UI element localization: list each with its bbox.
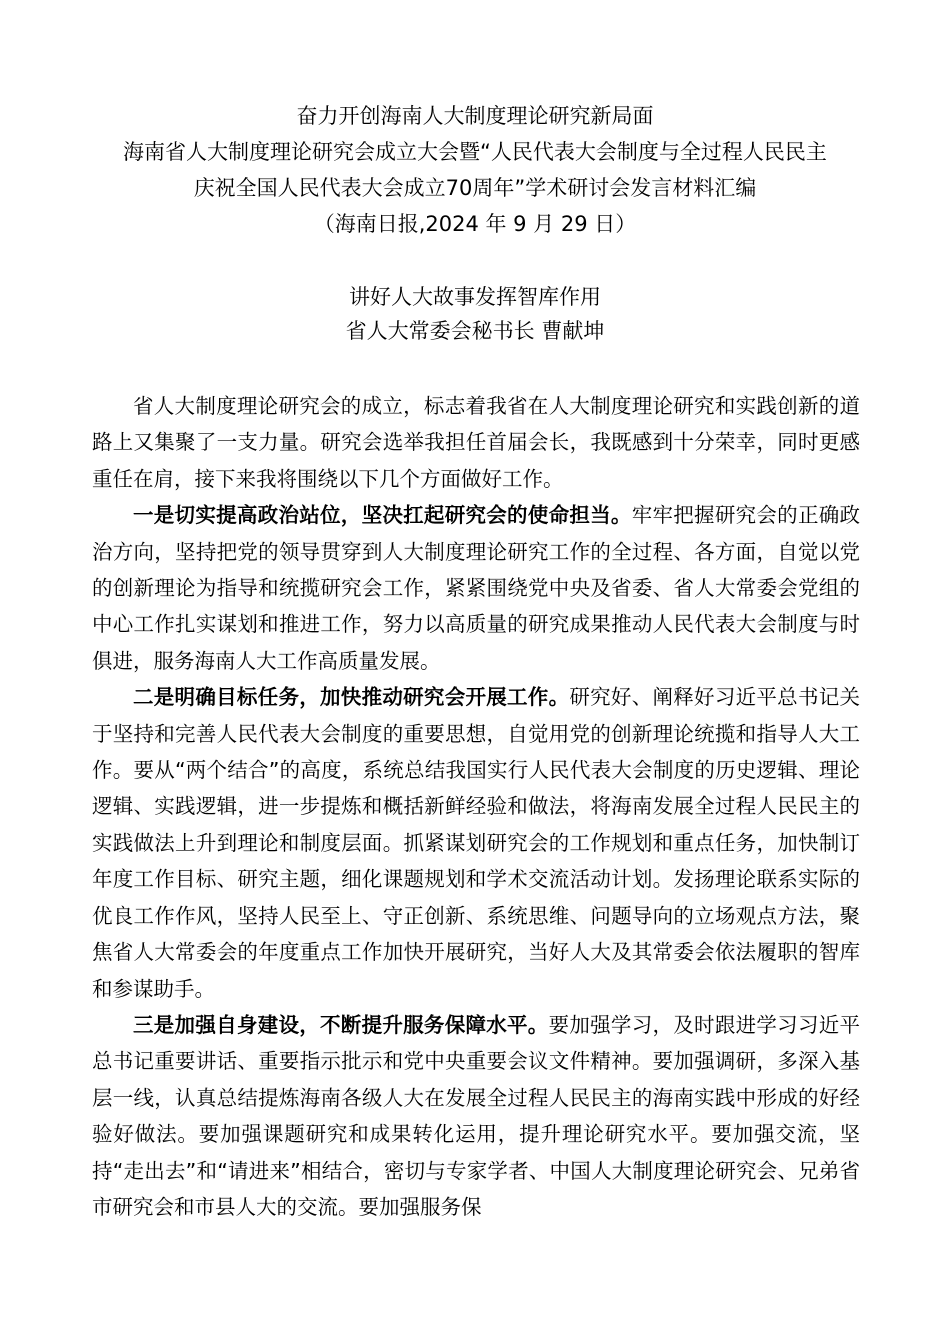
- document-title: 奋力开创海南人大制度理论研究新局面: [296, 104, 654, 128]
- paragraph-4-lead: 三是加强自身建设，不断提升服务保障水平。: [133, 1012, 549, 1037]
- article-title: 讲好人大故事发挥智库作用: [349, 285, 601, 309]
- article-heading: [60, 280, 890, 348]
- paragraph-3-lead: 二是明确目标任务，加快推动研究会开展工作。: [133, 685, 570, 710]
- document-source: （海南日报,2024 年 9 月 29 日）: [313, 212, 637, 236]
- paragraph-1-text: 省人大制度理论研究会的成立，标志着我省在人大制度理论研究和实践创新的道路上又集聚了一支力量。研究会选举我担任首届会长，我既感到十分荣幸，同时更感重任在肩，接下来我将围绕以下几个方面做好工作。: [92, 394, 860, 491]
- paragraph-4-text: 要加强学习，及时跟进学习习近平总书记重要讲话、重要指示批示和党中央重要会议文件精神。要加强调研，多深入基层一线，认真总结提炼海南各级人大在发展全过程人民民主的海南实践中形成的好经验好做法。要加强课题研究和成果转化运用，提升理论研究水平。要加强交流，坚持“走出去”和“请进来”相结合，密切与专家学者、中国人大制度理论研究会、兄弟省市研究会和市县人大的交流。要加强服务保: [92, 1012, 861, 1219]
- paragraph-3-text: 研究好、阐释好习近平总书记关于坚持和完善人民代表大会制度的重要思想，自觉用党的创新理论统揽和指导人大工作。要从“两个结合”的高度，系统总结我国实行人民代表大会制度的历史逻辑、理论逻辑、实践逻辑，进一步提炼和概括新鲜经验和做法，将海南发展全过程人民民主的实践做法上升到理论和制度层面。抓紧谋划研究会的工作规划和重点任务，加快制订年度工作目标、研究主题，细化课题规划和学术交流活动计划。发扬理论联系实际的优良工作作风，坚持人民至上、守正创新、系统思维、问题导向的立场观点方法，聚焦省人大常委会的年度重点工作加快开展研究，当好人大及其常委会依法履职的智库和参谋助手。: [92, 685, 861, 1001]
- paragraph-2-text: 牢牢把握研究会的正确政治方向，坚持把党的领导贯穿到人大制度理论研究工作的全过程、各方面，自觉以党的创新理论为指导和统揽研究会工作，紧紧围绕党中央及省委、省人大常委会党组的中心工作扎实谋划和推进工作，努力以高质量的研究成果推动人民代表大会制度与时俱进，服务海南人大工作高质量发展。: [92, 503, 861, 673]
- paragraph-4: [92, 1007, 860, 1225]
- article-body: [92, 388, 860, 1225]
- document-subtitle-line-2: 庆祝全国人民代表大会成立70周年”学术研讨会发言材料汇编: [193, 176, 757, 200]
- article-author: 省人大常委会秘书长 曹献坤: [345, 319, 605, 343]
- paragraph-1: [92, 388, 860, 497]
- document-subtitle-line-1: 海南省人大制度理论研究会成立大会暨“人民代表大会制度与全过程人民民主: [123, 140, 827, 164]
- paragraph-3: [92, 679, 860, 1007]
- document-header: [60, 98, 890, 242]
- paragraph-2: [92, 497, 860, 679]
- paragraph-2-lead: 一是切实提高政治站位，坚决扛起研究会的使命担当。: [133, 503, 632, 528]
